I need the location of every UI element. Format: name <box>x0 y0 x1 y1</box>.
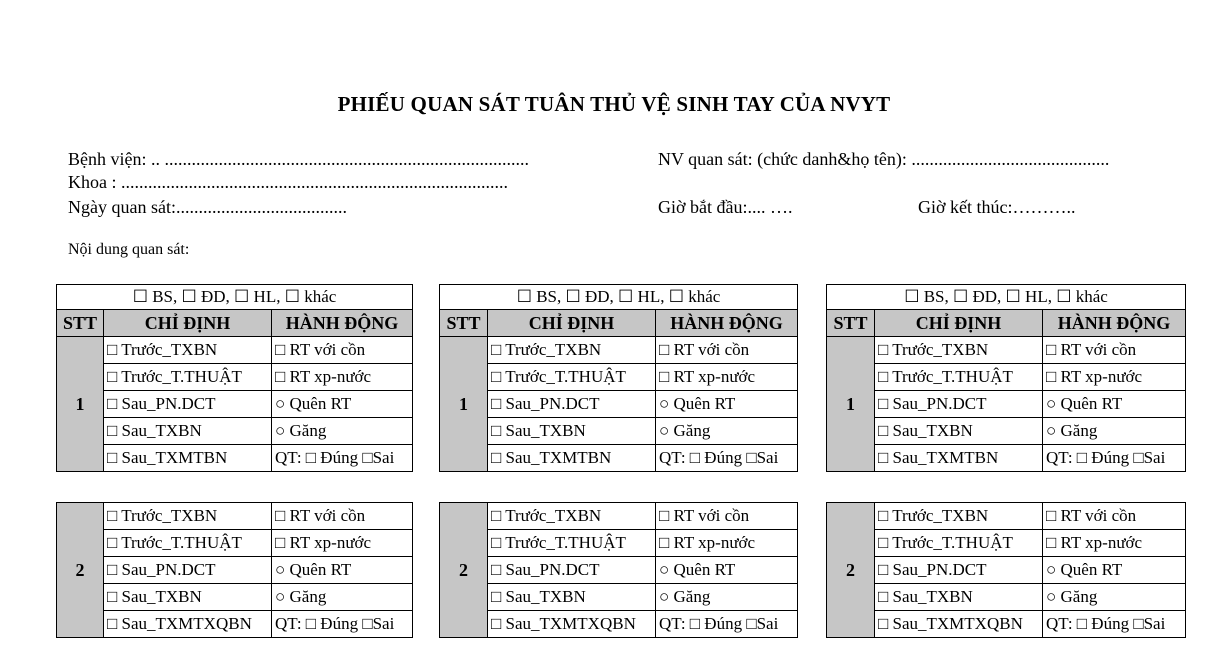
table-row <box>57 584 413 611</box>
form-title: PHIẾU QUAN SÁT TUÂN THỦ VỆ SINH TAY CỦA NVYT <box>337 92 891 116</box>
action-option: QT: □ Đúng □Sai <box>656 611 798 638</box>
indication-option: □ Sau_TXMTBN <box>875 445 1043 472</box>
action-option: □ RT xp-nước <box>656 364 798 391</box>
action-option: □ RT với cồn <box>1043 503 1186 530</box>
observation-table <box>439 502 798 638</box>
action-option: □ RT với cồn <box>656 503 798 530</box>
table-row <box>440 391 798 418</box>
header-indication: CHỈ ĐỊNH <box>104 310 272 337</box>
action-option: □ RT với cồn <box>1043 337 1186 364</box>
action-option: ○ Quên RT <box>272 557 413 584</box>
action-option: QT: □ Đúng □Sai <box>1043 611 1186 638</box>
indication-option: □ Trước_TXBN <box>104 503 272 530</box>
indication-option: □ Trước_TXBN <box>104 337 272 364</box>
table-row <box>440 337 798 364</box>
indication-option: □ Sau_TXMTXQBN <box>488 611 656 638</box>
indication-option: □ Trước_T.THUẬT <box>488 530 656 557</box>
action-option: ○ Găng <box>656 418 798 445</box>
action-option: ○ Quên RT <box>1043 391 1186 418</box>
indication-option: □ Sau_TXMTBN <box>104 445 272 472</box>
content-label: Nội dung quan sát: <box>68 241 190 258</box>
header-stt: STT <box>827 310 875 337</box>
action-option: □ RT với cồn <box>272 503 413 530</box>
indication-option: □ Sau_PN.DCT <box>875 557 1043 584</box>
action-option: □ RT xp-nước <box>1043 364 1186 391</box>
table-row <box>57 611 413 638</box>
table-row <box>57 503 413 530</box>
table-row <box>440 584 798 611</box>
indication-option: □ Sau_PN.DCT <box>488 391 656 418</box>
action-option: QT: □ Đúng □Sai <box>656 445 798 472</box>
observer-field: NV quan sát: (chức danh&họ tên): ............................................ <box>658 149 1110 169</box>
indication-option: □ Sau_TXMTXQBN <box>875 611 1043 638</box>
role-checkboxes: ☐ BS, ☐ ĐD, ☐ HL, ☐ khác <box>440 285 798 310</box>
action-option: ○ Quên RT <box>656 391 798 418</box>
hospital-field: Bệnh viện: .. ................................................................................. <box>68 149 529 169</box>
stt-number: 1 <box>440 337 488 472</box>
table-row <box>57 418 413 445</box>
table-row <box>827 530 1186 557</box>
indication-option: □ Trước_TXBN <box>488 503 656 530</box>
table-row <box>827 337 1186 364</box>
action-option: QT: □ Đúng □Sai <box>272 445 413 472</box>
table-row <box>440 611 798 638</box>
indication-option: □ Trước_TXBN <box>875 503 1043 530</box>
action-option: □ RT xp-nước <box>1043 530 1186 557</box>
table-row <box>827 445 1186 472</box>
observation-table <box>826 284 1186 472</box>
indication-option: □ Sau_TXMTXQBN <box>104 611 272 638</box>
table-row <box>57 445 413 472</box>
indication-option: □ Sau_TXBN <box>488 584 656 611</box>
table-row <box>440 418 798 445</box>
indication-option: □ Trước_TXBN <box>488 337 656 364</box>
action-option: □ RT xp-nước <box>272 530 413 557</box>
department-field: Khoa : ...................................................................................... <box>68 172 508 192</box>
stt-number: 2 <box>827 503 875 638</box>
table-row <box>440 503 798 530</box>
table-row <box>57 364 413 391</box>
indication-option: □ Trước_T.THUẬT <box>875 530 1043 557</box>
table-row <box>827 584 1186 611</box>
table-row <box>827 557 1186 584</box>
header-action: HÀNH ĐỘNG <box>1043 310 1186 337</box>
date-field: Ngày quan sát:...................................... <box>68 197 347 217</box>
action-option: □ RT xp-nước <box>272 364 413 391</box>
action-option: ○ Quên RT <box>272 391 413 418</box>
indication-option: □ Trước_T.THUẬT <box>104 364 272 391</box>
table-row <box>827 611 1186 638</box>
observation-table <box>826 502 1186 638</box>
stt-number: 1 <box>57 337 104 472</box>
header-action: HÀNH ĐỘNG <box>272 310 413 337</box>
header-action: HÀNH ĐỘNG <box>656 310 798 337</box>
action-option: QT: □ Đúng □Sai <box>1043 445 1186 472</box>
indication-option: □ Sau_TXBN <box>488 418 656 445</box>
action-option: ○ Găng <box>272 584 413 611</box>
table-row <box>827 364 1186 391</box>
end-time-field: Giờ kết thúc:……….. <box>918 197 1076 217</box>
table-row <box>827 418 1186 445</box>
table-row <box>57 530 413 557</box>
stt-number: 1 <box>827 337 875 472</box>
table-row <box>440 557 798 584</box>
table-row <box>440 530 798 557</box>
header-indication: CHỈ ĐỊNH <box>488 310 656 337</box>
indication-option: □ Sau_TXBN <box>875 584 1043 611</box>
indication-option: □ Sau_PN.DCT <box>104 557 272 584</box>
action-option: ○ Găng <box>656 584 798 611</box>
stt-number: 2 <box>440 503 488 638</box>
indication-option: □ Sau_TXBN <box>875 418 1043 445</box>
table-row <box>57 337 413 364</box>
indication-option: □ Trước_TXBN <box>875 337 1043 364</box>
observation-table <box>56 502 413 638</box>
indication-option: □ Trước_T.THUẬT <box>104 530 272 557</box>
indication-option: □ Sau_PN.DCT <box>875 391 1043 418</box>
stt-number: 2 <box>57 503 104 638</box>
action-option: ○ Găng <box>1043 584 1186 611</box>
action-option: ○ Quên RT <box>656 557 798 584</box>
table-row <box>440 364 798 391</box>
indication-option: □ Sau_PN.DCT <box>488 557 656 584</box>
observation-table <box>56 284 413 472</box>
action-option: ○ Găng <box>1043 418 1186 445</box>
indication-option: □ Sau_PN.DCT <box>104 391 272 418</box>
header-stt: STT <box>57 310 104 337</box>
table-row <box>827 391 1186 418</box>
action-option: QT: □ Đúng □Sai <box>272 611 413 638</box>
table-row <box>57 391 413 418</box>
header-indication: CHỈ ĐỊNH <box>875 310 1043 337</box>
role-checkboxes: ☐ BS, ☐ ĐD, ☐ HL, ☐ khác <box>827 285 1186 310</box>
action-option: ○ Găng <box>272 418 413 445</box>
action-option: ○ Quên RT <box>1043 557 1186 584</box>
table-row <box>827 503 1186 530</box>
table-row <box>440 445 798 472</box>
start-time-field: Giờ bắt đầu:.... …. <box>658 197 793 217</box>
table-row <box>57 557 413 584</box>
indication-option: □ Trước_T.THUẬT <box>875 364 1043 391</box>
action-option: □ RT xp-nước <box>656 530 798 557</box>
role-checkboxes: ☐ BS, ☐ ĐD, ☐ HL, ☐ khác <box>57 285 413 310</box>
indication-option: □ Sau_TXMTBN <box>488 445 656 472</box>
observation-table <box>439 284 798 472</box>
indication-option: □ Trước_T.THUẬT <box>488 364 656 391</box>
indication-option: □ Sau_TXBN <box>104 584 272 611</box>
indication-option: □ Sau_TXBN <box>104 418 272 445</box>
header-stt: STT <box>440 310 488 337</box>
action-option: □ RT với cồn <box>272 337 413 364</box>
action-option: □ RT với cồn <box>656 337 798 364</box>
